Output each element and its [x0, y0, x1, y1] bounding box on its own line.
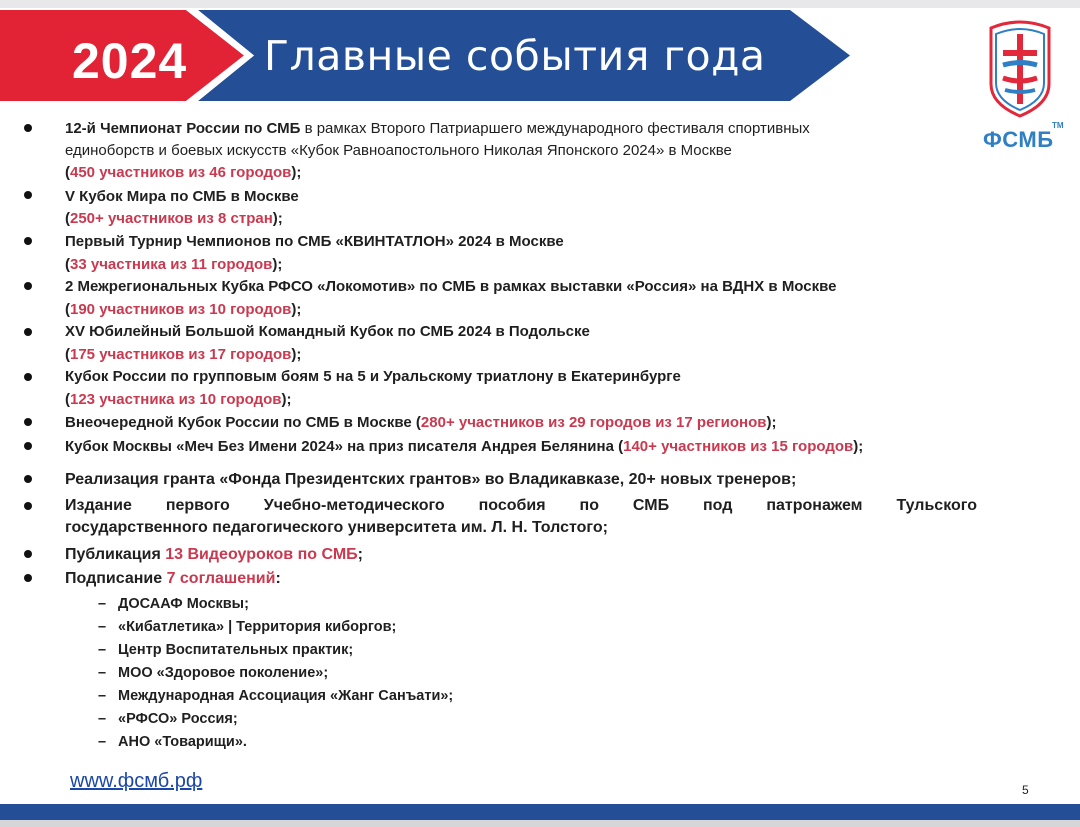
event-stat: 450 участников из 46 городов [70, 164, 292, 181]
event-stat-line: (123 участника из 10 городов); [65, 391, 292, 408]
manual-text: Издание первого Учебно-методического пособия по СМБ под патронажем Тульского [65, 497, 977, 514]
bullet-icon [24, 124, 32, 132]
publication-suffix: ; [357, 546, 363, 563]
event-stat-line: (450 участников из 46 городов); [65, 164, 302, 181]
agreement-item: – Международная Ассоциация «Жанг Санъати»; [98, 688, 454, 704]
fsmb-logo-icon [987, 20, 1053, 120]
agreement-text: Центр Воспитательных практик; [118, 642, 354, 658]
header-banner [0, 10, 852, 101]
agreement-item: – Центр Воспитательных практик; [98, 642, 354, 658]
manual-text-cont: государственного педагогического университета им. Л. Н. Толстого; [65, 519, 608, 536]
event-line: Внеочередной Кубок России по СМБ в Москве (280+ участников из 29 городов из 17 регионов); [65, 414, 777, 431]
agreement-item: – МОО «Здоровое поколение»; [98, 665, 329, 681]
bullet-icon [24, 442, 32, 450]
bullet-icon [24, 574, 32, 582]
bottom-strip [0, 820, 1080, 827]
bullet-icon [24, 550, 32, 558]
event-stat: 140+ участников из 15 городов [623, 438, 854, 455]
publication-prefix: Публикация [65, 546, 166, 563]
agreement-item: – «Кибатлетика» | Территория киборгов; [98, 619, 397, 635]
grant-text: Реализация гранта «Фонда Президентских грантов» во Владикавказе, 20+ новых тренеров; [65, 471, 797, 488]
event-title: V Кубок Мира по СМБ в Москве [65, 188, 299, 205]
bullet-icon [24, 475, 32, 483]
bullet-icon [24, 502, 32, 510]
signing-highlight: 7 соглашений [166, 570, 276, 587]
agreement-item: – ДОСААФ Москвы; [98, 596, 249, 612]
top-strip [0, 0, 1080, 8]
event-desc-cont: единоборств и боевых искусств «Кубок Равноапостольного Николая Японского 2024» в Москве [65, 142, 732, 159]
bullet-icon [24, 373, 32, 381]
signing-prefix: Подписание [65, 570, 167, 587]
event-stat: 250+ участников из 8 стран [70, 210, 273, 227]
event-title: Внеочередной Кубок России по СМБ в Москве [65, 414, 412, 431]
bottom-bar [0, 804, 1080, 820]
event-title: Первый Турнир Чемпионов по СМБ «КВИНТАТЛОН» 2024 в Москве [65, 233, 564, 250]
logo-text: ФСМБ [983, 127, 1054, 152]
event-stat-line: (33 участника из 11 городов); [65, 256, 283, 273]
signing-suffix: : [275, 570, 281, 587]
page-title: Главные события года [264, 32, 766, 80]
website-link[interactable]: www.фсмб.рф [70, 770, 203, 792]
event-stat-line: (175 участников из 17 городов); [65, 346, 302, 363]
bullet-icon [24, 191, 32, 199]
event-line [65, 118, 810, 141]
bullet-icon [24, 237, 32, 245]
agreement-text: «РФСО» Россия; [118, 711, 238, 727]
event-stat: 33 участника из 11 городов [70, 256, 273, 273]
agreement-item: – «РФСО» Россия; [98, 711, 238, 727]
event-stat: 175 участников из 17 городов [70, 346, 292, 363]
event-title: Кубок России по групповым боям 5 на 5 и Уральскому триатлону в Екатеринбурге [65, 368, 681, 385]
bullet-icon [24, 282, 32, 290]
year-label: 2024 [72, 33, 188, 89]
publication-highlight: 13 Видеоуроков по СМБ [165, 546, 358, 563]
agreement-item: – АНО «Товарищи». [98, 734, 247, 750]
event-line: Кубок Москвы «Меч Без Имени 2024» на приз писателя Андрея Белянина (140+ участников из 15 городов); [65, 438, 864, 455]
agreement-text: «Кибатлетика» | Территория киборгов; [118, 619, 397, 635]
event-stat: 190 участников из 10 городов [70, 301, 292, 318]
event-title: 2 Межрегиональных Кубка РФСО «Локомотив» по СМБ в рамках выставки «Россия» на ВДНХ в Москве [65, 278, 837, 295]
signing-line [65, 568, 281, 591]
event-title: 12-й Чемпионат России по СМБ [65, 120, 301, 137]
event-desc: в рамках Второго Патриаршего международного фестиваля спортивных [300, 120, 810, 137]
event-title: Кубок Москвы «Меч Без Имени 2024» на приз писателя Андрея Белянина [65, 438, 614, 455]
bullet-icon [24, 418, 32, 426]
page-number: 5 [1022, 783, 1029, 797]
agreement-text: ДОСААФ Москвы; [118, 596, 249, 612]
event-stat-line: (190 участников из 10 городов); [65, 301, 302, 318]
event-title: XV Юбилейный Большой Командный Кубок по СМБ 2024 в Подольске [65, 323, 590, 340]
agreement-text: АНО «Товарищи». [118, 734, 247, 750]
publication-line [65, 544, 363, 567]
agreement-text: Международная Ассоциация «Жанг Санъати»; [118, 688, 454, 704]
event-stat: 123 участника из 10 городов [70, 391, 282, 408]
agreement-text: МОО «Здоровое поколение»; [118, 665, 329, 681]
event-stat-line: (250+ участников из 8 стран); [65, 210, 283, 227]
logo-trademark: TM [1052, 121, 1064, 130]
bullet-icon [24, 328, 32, 336]
event-stat: 280+ участников из 29 городов из 17 регионов [420, 414, 767, 431]
